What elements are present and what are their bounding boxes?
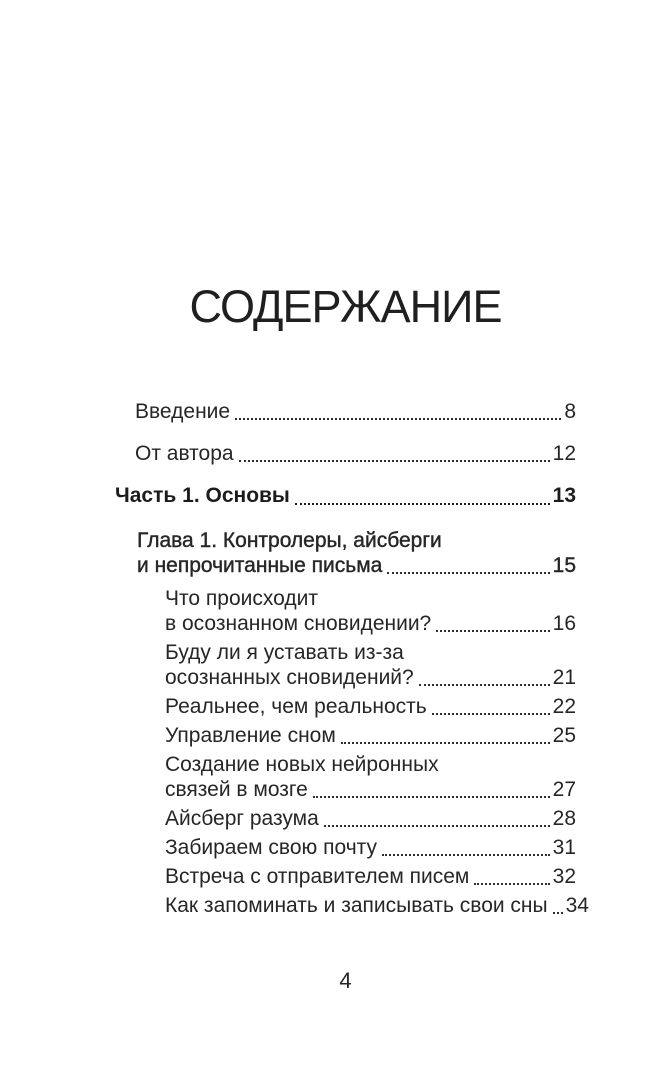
toc-entry-text: связей в мозге xyxy=(165,778,308,801)
toc-entry-text: Создание новых нейронных xyxy=(165,753,439,776)
dot-leader xyxy=(313,796,550,798)
toc-entry-text: Управление сном xyxy=(165,724,336,747)
toc-entry xyxy=(165,723,576,748)
toc-entry-text: Буду ли я уставать из-за xyxy=(165,641,404,664)
toc-entry-page: 13 xyxy=(552,484,576,507)
toc-entry xyxy=(165,864,576,889)
dot-leader xyxy=(432,713,550,715)
toc-entry xyxy=(165,752,576,802)
dot-leader xyxy=(324,825,550,827)
toc-entry-line xyxy=(165,835,576,860)
toc-entry-line xyxy=(165,665,576,690)
toc-entry-page: 31 xyxy=(552,836,576,859)
toc-entry-text: и непрочитанные письма xyxy=(137,554,383,577)
toc-entry-line xyxy=(135,399,576,424)
toc-entry-text: осознанных сновидений? xyxy=(165,666,414,689)
toc-entry-line xyxy=(165,864,576,889)
toc-entry xyxy=(165,586,576,636)
toc-entry-page: 34 xyxy=(565,894,589,917)
dot-leader xyxy=(474,883,549,885)
dot-leader xyxy=(553,912,563,914)
toc-entry-text: Часть 1. Основы xyxy=(115,484,290,507)
dot-leader xyxy=(235,418,561,420)
toc-entry-page: 32 xyxy=(552,865,576,888)
toc-entry-text: Глава 1. Контролеры, айсберги xyxy=(137,529,442,552)
toc-entry-line xyxy=(165,611,576,636)
dot-leader xyxy=(419,684,550,686)
toc-entry-text: Айсберг разума xyxy=(165,807,319,830)
dot-leader xyxy=(341,742,550,744)
toc-entry xyxy=(165,806,576,831)
toc-entry-line xyxy=(137,553,576,578)
toc-entry-line xyxy=(165,752,576,777)
toc-entry xyxy=(165,893,589,918)
toc-entry-text: Введение xyxy=(135,400,231,423)
toc-entry-line xyxy=(135,441,576,466)
toc-entry-line xyxy=(165,694,576,719)
toc-entry-line xyxy=(165,893,589,918)
toc-entry-text: Как запоминать и записывать свои сны xyxy=(165,894,548,917)
dot-leader xyxy=(239,460,550,462)
toc-entry-page: 22 xyxy=(552,695,576,718)
toc-entry-page: 12 xyxy=(552,442,576,465)
toc-entry xyxy=(165,694,576,719)
toc-content xyxy=(115,281,589,922)
toc-entry-text: Встреча с отправителем писем xyxy=(165,865,470,888)
toc-entry xyxy=(115,483,576,508)
toc-entry xyxy=(135,399,576,424)
toc-entry-line xyxy=(165,586,576,611)
dot-leader xyxy=(295,503,550,505)
toc-entry-line xyxy=(165,723,576,748)
toc-entry-page: 16 xyxy=(552,612,576,635)
toc-entry-page: 21 xyxy=(552,666,576,689)
page-title: СОДЕРЖАНИЕ xyxy=(189,281,502,332)
toc-entry xyxy=(137,528,576,578)
dot-leader xyxy=(382,854,550,856)
toc-entry-page: 27 xyxy=(552,778,576,801)
toc-entry-line xyxy=(137,528,576,553)
toc-entry-page: 25 xyxy=(552,724,576,747)
toc-entry-page: 8 xyxy=(564,400,576,423)
toc-entry-text: Забираем свою почту xyxy=(165,836,377,859)
toc-entry-line xyxy=(165,806,576,831)
dot-leader xyxy=(387,572,549,574)
toc-list xyxy=(115,399,589,918)
toc-entry-line xyxy=(115,483,576,508)
toc-entry-page: 28 xyxy=(552,807,576,830)
dot-leader xyxy=(436,630,549,632)
toc-entry-page: 15 xyxy=(552,554,576,577)
toc-entry-text: От автора xyxy=(135,442,234,465)
page-number: 4 xyxy=(339,968,352,993)
toc-entry xyxy=(165,640,576,690)
toc-entry-text: Реальнее, чем реальность xyxy=(165,695,427,718)
toc-entry-line xyxy=(165,777,576,802)
toc-entry xyxy=(135,441,576,466)
toc-entry-text: в осознанном сновидении? xyxy=(165,612,432,635)
toc-entry-line xyxy=(165,640,576,665)
toc-entry-text: Что происходит xyxy=(165,587,318,610)
toc-entry xyxy=(165,835,576,860)
